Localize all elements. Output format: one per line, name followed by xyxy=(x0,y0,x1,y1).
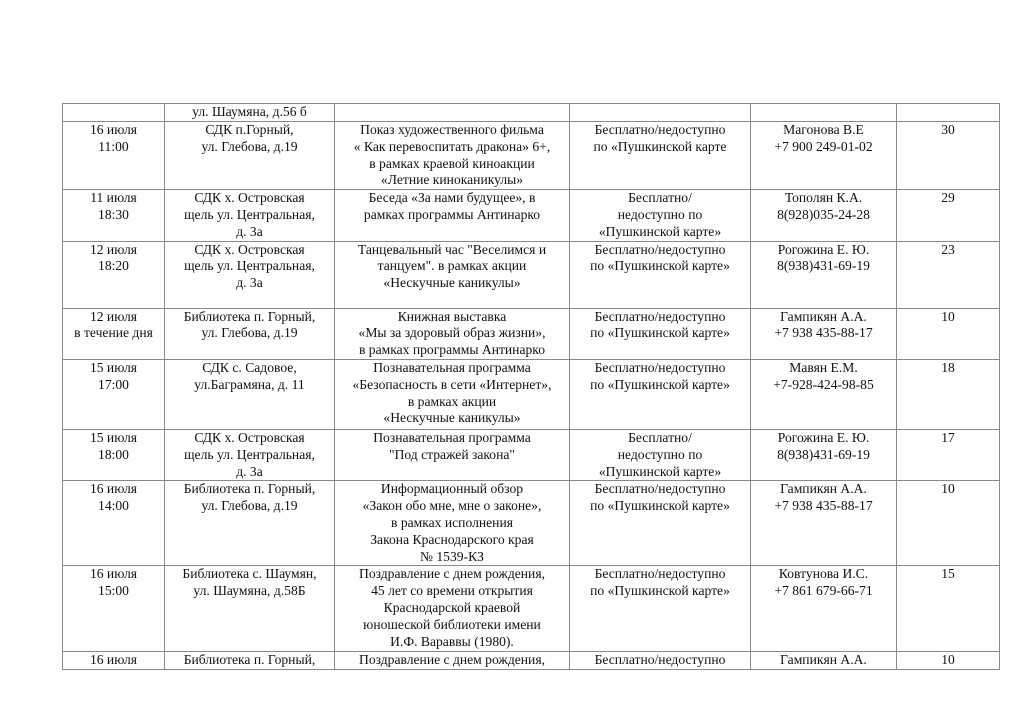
cell-contact: Ковтунова И.С. +7 861 679-66-71 xyxy=(751,566,897,652)
cell-contact: Гампикян А.А. +7 938 435-88-17 xyxy=(751,481,897,566)
cell-price-info: Бесплатно/недоступно по «Пушкинской карте» xyxy=(570,241,751,308)
table-row xyxy=(63,241,1000,308)
cell-price-info: Бесплатно/недоступно по «Пушкинской карте xyxy=(570,122,751,190)
cell-contact: Магонова В.Е +7 900 249-01-02 xyxy=(751,122,897,190)
table-row xyxy=(63,122,1000,190)
cell-price-info: Бесплатно/недоступно по «Пушкинской карте» xyxy=(570,566,751,652)
cell-date-time: 12 июля 18:20 xyxy=(63,241,165,308)
table-row xyxy=(63,652,1000,670)
table-row xyxy=(63,359,1000,429)
cell-price-info xyxy=(570,104,751,122)
cell-participants: 18 xyxy=(897,359,1000,429)
table-row xyxy=(63,566,1000,652)
cell-price-info: Бесплатно/недоступно по «Пушкинской карте» xyxy=(570,481,751,566)
cell-venue: ул. Шаумяна, д.56 б xyxy=(165,104,335,122)
cell-participants xyxy=(897,104,1000,122)
cell-participants: 10 xyxy=(897,481,1000,566)
cell-venue: СДК х. Островская щель ул. Центральная, д. 3а xyxy=(165,429,335,480)
cell-contact: Тополян К.А. 8(928)035-24-28 xyxy=(751,190,897,241)
cell-event-description xyxy=(335,104,570,122)
cell-participants: 10 xyxy=(897,308,1000,359)
cell-date-time: 16 июля 15:00 xyxy=(63,566,165,652)
cell-participants: 10 xyxy=(897,652,1000,670)
cell-event-description: Познавательная программа "Под стражей закона" xyxy=(335,429,570,480)
cell-date-time: 16 июля 11:00 xyxy=(63,122,165,190)
cell-event-description: Познавательная программа «Безопасность в сети «Интернет», в рамках акции «Нескучные каникулы» xyxy=(335,359,570,429)
cell-event-description: Беседа «За нами будущее», в рамках программы Антинарко xyxy=(335,190,570,241)
cell-venue: СДК х. Островская щель ул. Центральная, д. 3а xyxy=(165,241,335,308)
cell-venue: СДК х. Островская щель ул. Центральная, д. 3а xyxy=(165,190,335,241)
events-table-body xyxy=(63,104,1000,670)
cell-event-description: Поздравление с днем рождения, 45 лет со времени открытия Краснодарской краевой юношеской библиотеки имени И.Ф. Вараввы (1980). xyxy=(335,566,570,652)
cell-participants: 15 xyxy=(897,566,1000,652)
table-row xyxy=(63,104,1000,122)
cell-price-info: Бесплатно/недоступно по «Пушкинской карте» xyxy=(570,308,751,359)
cell-event-description: Показ художественного фильма « Как перевоспитать дракона» 6+, в рамках краевой киноакции «Летние киноканикулы» xyxy=(335,122,570,190)
table-row xyxy=(63,481,1000,566)
table-row xyxy=(63,190,1000,241)
cell-participants: 29 xyxy=(897,190,1000,241)
cell-date-time: 16 июля xyxy=(63,652,165,670)
cell-price-info: Бесплатно/ недоступно по «Пушкинской карте» xyxy=(570,429,751,480)
events-table xyxy=(62,103,1000,670)
table-row xyxy=(63,429,1000,480)
cell-participants: 17 xyxy=(897,429,1000,480)
cell-date-time: 12 июля в течение дня xyxy=(63,308,165,359)
cell-venue: Библиотека п. Горный, xyxy=(165,652,335,670)
cell-participants: 30 xyxy=(897,122,1000,190)
cell-event-description: Танцевальный час "Веселимся и танцуем". в рамках акции «Нескучные каникулы» xyxy=(335,241,570,308)
cell-contact: Гампикян А.А. +7 938 435-88-17 xyxy=(751,308,897,359)
cell-price-info: Бесплатно/ недоступно по «Пушкинской карте» xyxy=(570,190,751,241)
cell-venue: Библиотека п. Горный, ул. Глебова, д.19 xyxy=(165,308,335,359)
cell-date-time xyxy=(63,104,165,122)
cell-contact xyxy=(751,104,897,122)
cell-contact: Гампикян А.А. xyxy=(751,652,897,670)
cell-venue: Библиотека с. Шаумян, ул. Шаумяна, д.58Б xyxy=(165,566,335,652)
cell-event-description: Информационный обзор «Закон обо мне, мне о законе», в рамках исполнения Закона Краснодарского края № 1539-КЗ xyxy=(335,481,570,566)
cell-date-time: 15 июля 17:00 xyxy=(63,359,165,429)
cell-event-description: Книжная выставка «Мы за здоровый образ жизни», в рамках программы Антинарко xyxy=(335,308,570,359)
cell-date-time: 16 июля 14:00 xyxy=(63,481,165,566)
cell-price-info: Бесплатно/недоступно xyxy=(570,652,751,670)
cell-date-time: 15 июля 18:00 xyxy=(63,429,165,480)
cell-contact: Мавян Е.М. +7-928-424-98-85 xyxy=(751,359,897,429)
cell-event-description: Поздравление с днем рождения, xyxy=(335,652,570,670)
cell-price-info: Бесплатно/недоступно по «Пушкинской карте» xyxy=(570,359,751,429)
table-row xyxy=(63,308,1000,359)
cell-venue: Библиотека п. Горный, ул. Глебова, д.19 xyxy=(165,481,335,566)
cell-participants: 23 xyxy=(897,241,1000,308)
cell-date-time: 11 июля 18:30 xyxy=(63,190,165,241)
cell-venue: СДК с. Садовое, ул.Баграмяна, д. 11 xyxy=(165,359,335,429)
cell-contact: Рогожина Е. Ю. 8(938)431-69-19 xyxy=(751,429,897,480)
cell-venue: СДК п.Горный, ул. Глебова, д.19 xyxy=(165,122,335,190)
cell-contact: Рогожина Е. Ю. 8(938)431-69-19 xyxy=(751,241,897,308)
